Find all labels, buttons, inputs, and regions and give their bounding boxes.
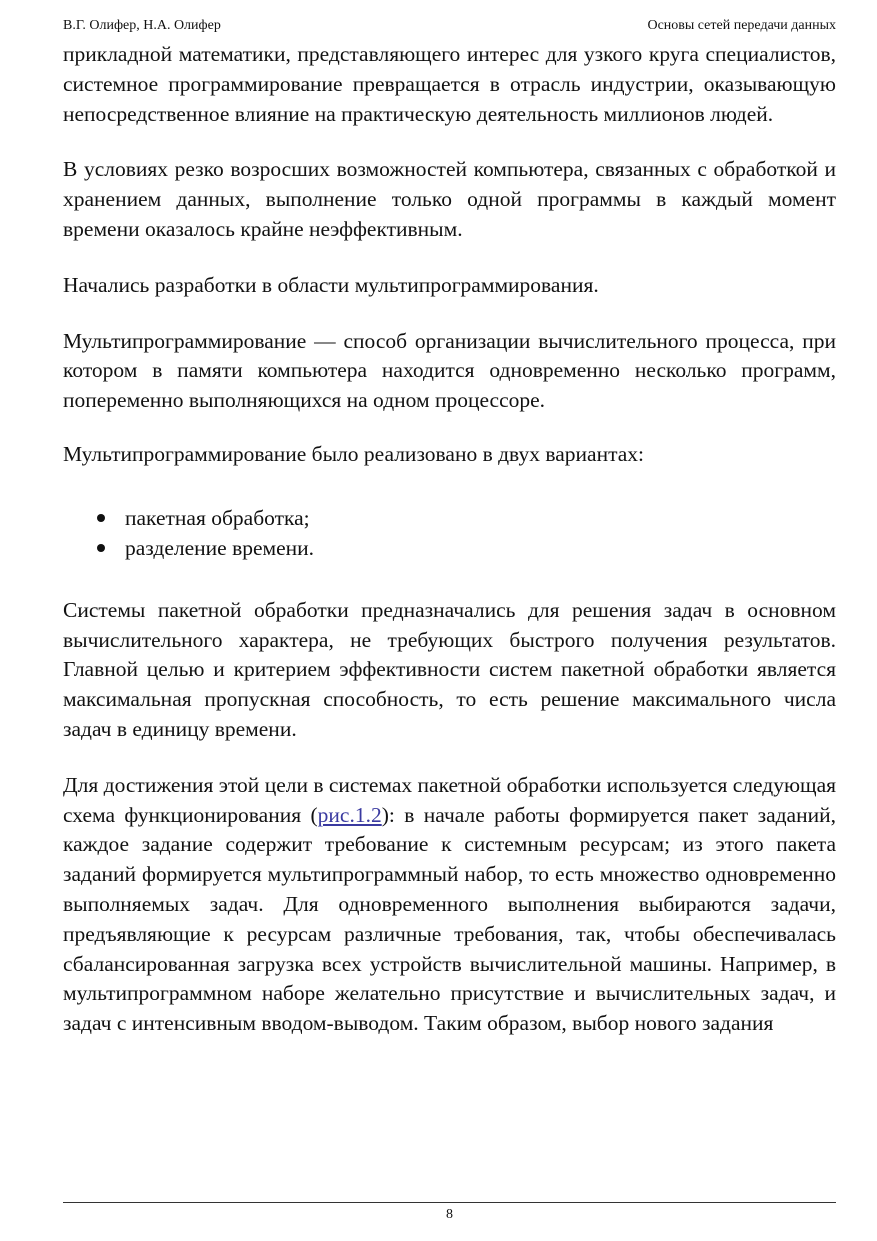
list-item (63, 533, 836, 563)
header-book-title: Основы сетей передачи данных (647, 18, 836, 33)
paragraph: Мультипрограммирование было реализовано в двух вариантах: (63, 441, 644, 466)
list-item (63, 503, 836, 533)
paragraph: Начались разработки в области мультипрограммирования. (63, 272, 599, 297)
paragraph: В условиях резко возросших возможностей компьютера, связанных с обработкой и хранением данных, выполнение только одной программы в каждый момент времени оказалось крайне неэффективным. (63, 157, 836, 241)
list-item-text: разделение времени. (125, 535, 315, 560)
bullet-list (63, 503, 836, 563)
list-item-text: пакетная обработка; (125, 505, 310, 530)
bullet-icon (97, 544, 105, 552)
paragraph: прикладной математики, представляющего интерес для узкого круга специалистов, системное программирование превращается в отрасль индустрии, оказывающую непосредственное влияние на практическую деятельность миллионов людей. (63, 42, 836, 126)
bullet-icon (97, 514, 105, 522)
paragraph-text: ): в начале работы формируется пакет заданий, каждое задание содержит требование к системным ресурсам; из этого пакета заданий формируется мультипрограммный набор, то есть множество одновременно выполняемых задач. Для одновременного выполнения выбираются задачи, предъявляющие к ресурсам различные требования, так, чтобы обеспечивалась сбалансированная загрузка всех устройств вычислительной машины. Например, в мультипрограммном наборе желательно присутствие и вычислительных задач, и задач с интенсивным вводом-выводом. Таким образом, выбор нового задания (63, 802, 836, 1036)
page-number: 8 (446, 1207, 453, 1222)
paragraph-text: Для достижения этой цели в системах пакетной обработки используется следующая схема функционирования ( (63, 772, 837, 827)
paragraph: Системы пакетной обработки предназначались для решения задач в основном вычислительного характера, не требующих быстрого получения результатов. Главной целью и критерием эффективности систем пакетной обработки является максимальная пропускная способность, то есть решение максимального числа задач в единицу времени. (63, 597, 836, 741)
footer-divider (63, 1202, 836, 1203)
paragraph-with-link (63, 771, 836, 1039)
document-page (63, 0, 836, 1241)
page-body (63, 40, 836, 1039)
definition-paragraph: Мультипрограммирование — способ организации вычислительного процесса, при котором в памяти компьютера находится одновременно несколько программ, попеременно выполняющихся на одном процессоре. (63, 328, 836, 413)
figure-link[interactable]: рис.1.2 (317, 802, 382, 827)
page-header (63, 17, 836, 35)
header-authors: В.Г. Олифер, Н.А. Олифер (63, 18, 221, 33)
